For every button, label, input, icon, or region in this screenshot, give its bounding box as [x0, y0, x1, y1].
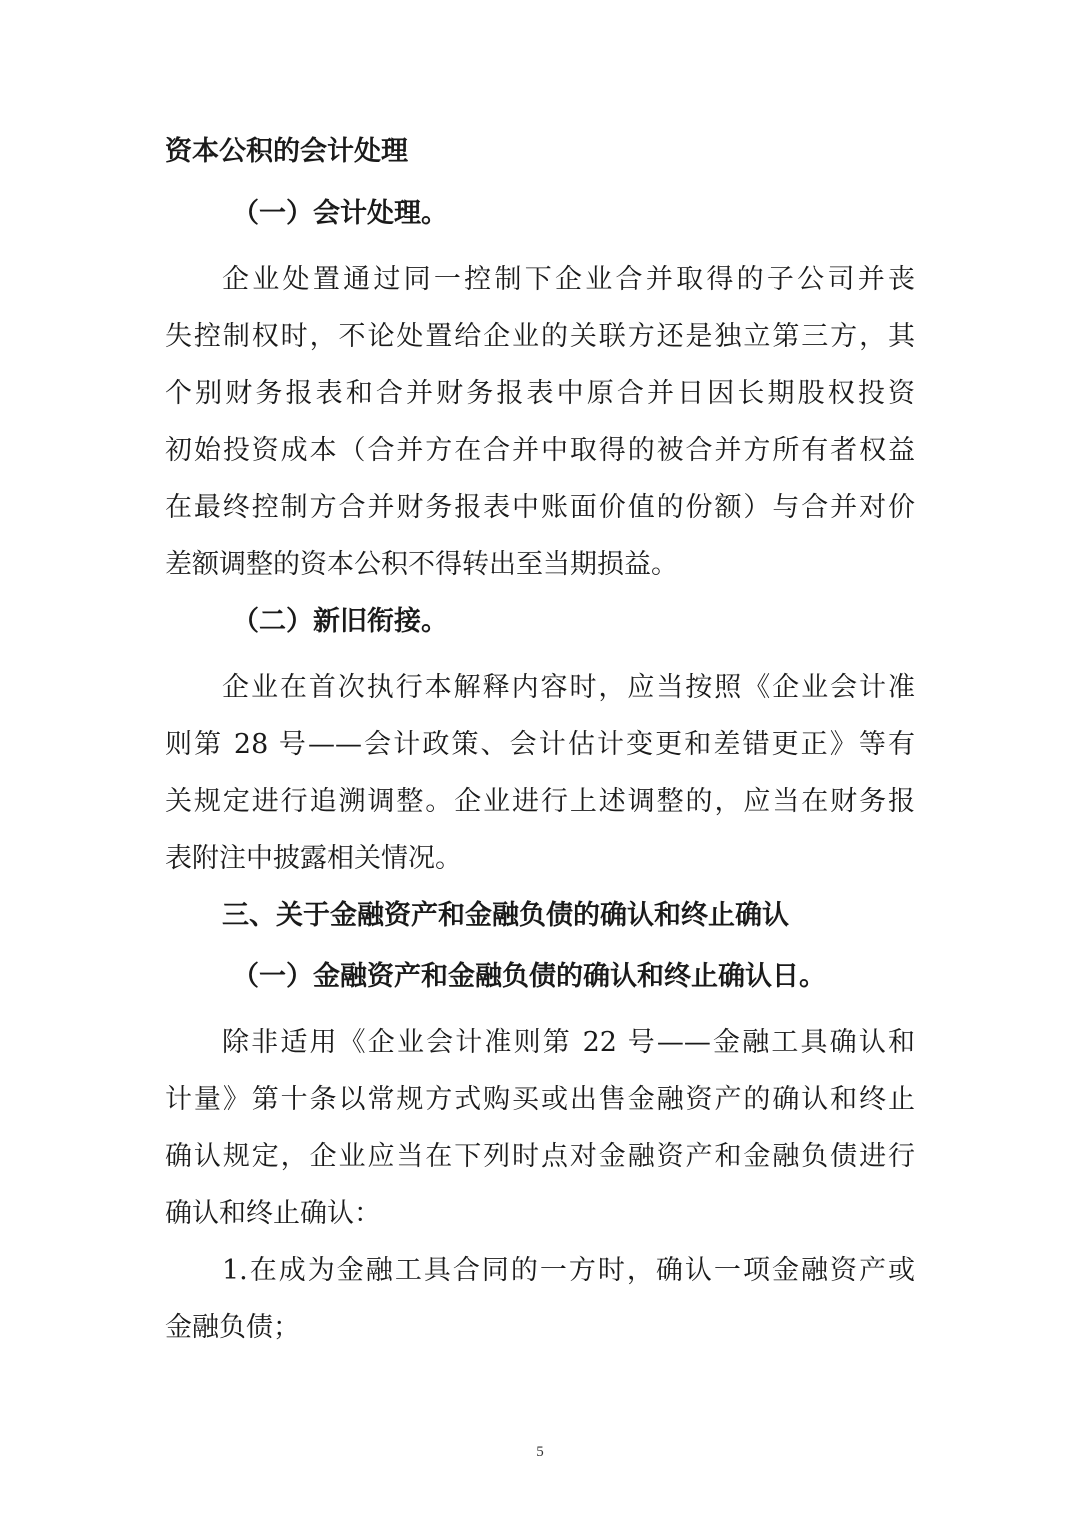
section3-line-1: 除非适用《企业会计准则第 22 号——金融工具确认和	[222, 1027, 915, 1058]
section3-item1-line-1: 1.在成为金融工具合同的一方时，确认一项金融资产或	[222, 1255, 915, 1286]
section1-line-3: 个别财务报表和合并财务报表中原合并日因长期股权投资	[165, 378, 915, 409]
section3-heading: 三、关于金融资产和金融负债的确认和终止确认	[222, 900, 789, 931]
section2-line-4: 表附注中披露相关情况。	[165, 843, 462, 874]
section3-item1-line-2: 金融负债；	[165, 1312, 300, 1343]
section1-line-2: 失控制权时，不论处置给企业的关联方还是独立第三方，其	[165, 321, 915, 352]
section2-line-1: 企业在首次执行本解释内容时，应当按照《企业会计准	[222, 672, 915, 703]
section1-line-5: 在最终控制方合并财务报表中账面价值的份额）与合并对价	[165, 492, 915, 523]
section3-line-3: 确认规定，企业应当在下列时点对金融资产和金融负债进行	[165, 1141, 915, 1172]
section1-line-6: 差额调整的资本公积不得转出至当期损益。	[165, 549, 678, 580]
section2-line-2: 则第 28 号——会计政策、会计估计变更和差错更正》等有	[165, 729, 915, 760]
section3-subheading: （一）金融资产和金融负债的确认和终止确认日。	[232, 961, 826, 992]
section2-heading: （二）新旧衔接。	[232, 606, 448, 637]
document-title: 资本公积的会计处理	[165, 136, 408, 167]
page-number: 5	[536, 1444, 544, 1460]
section3-line-2: 计量》第十条以常规方式购买或出售金融资产的确认和终止	[165, 1084, 915, 1115]
section3-line-4: 确认和终止确认：	[165, 1198, 381, 1229]
section1-heading: （一）会计处理。	[232, 198, 448, 229]
section2-line-3: 关规定进行追溯调整。企业进行上述调整的，应当在财务报	[165, 786, 915, 817]
section1-line-4: 初始投资成本（合并方在合并中取得的被合并方所有者权益	[165, 435, 915, 466]
section1-line-1: 企业处置通过同一控制下企业合并取得的子公司并丧	[222, 264, 915, 295]
